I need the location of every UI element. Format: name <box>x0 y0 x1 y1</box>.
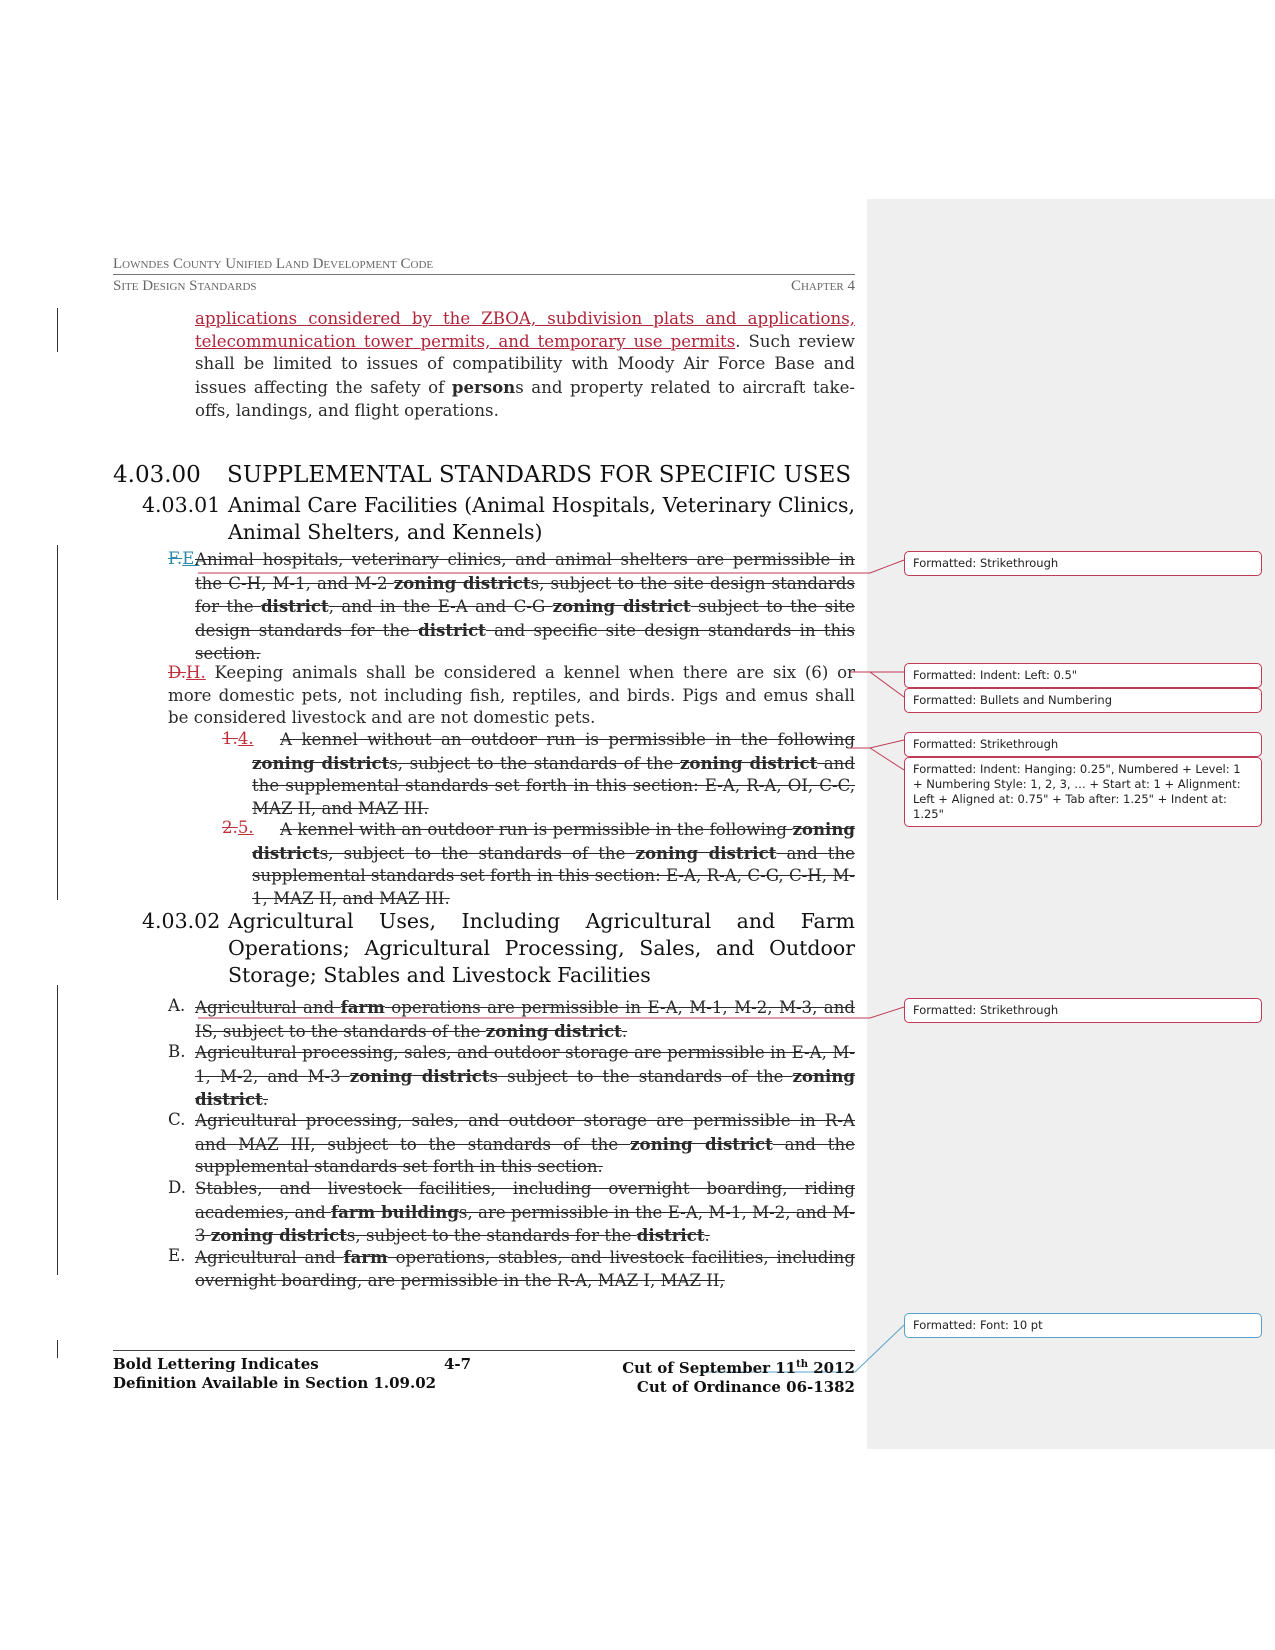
comment-balloon[interactable]: Formatted: Indent: Left: 0.5" <box>904 663 1262 688</box>
item-agricultural-processing: Agricultural processing, sales, and outdoor storage are permissible in E-A, M-1, M-2, and M-3 zoning districts subject to the standards of the zoning district. <box>195 1043 856 1110</box>
item-kennel-without-run: A kennel without an outdoor run is permissible in the following zoning districts, subject to the standards of the zoning district and the supplemental standards set forth in this section: E-A, R-A, OI, C-C, MAZ II, and MAZ III. <box>252 730 855 819</box>
comment-balloon[interactable]: Formatted: Strikethrough <box>904 998 1262 1023</box>
section-subtitle: Site Design Standards <box>113 278 257 294</box>
comment-balloon[interactable]: Formatted: Strikethrough <box>904 551 1262 576</box>
comment-balloon[interactable]: Formatted: Indent: Hanging: 0.25", Numbered + Level: 1 + Numbering Style: 1, 2, 3, … + Start at: 1 + Alignment: Left + Aligned at: 0.75" + Tab after: 1.25" + Indent at: 1.25" <box>904 757 1262 827</box>
subsection-number: 4.03.01 <box>142 493 221 517</box>
item-stables-livestock: Stables, and livestock facilities, including overnight boarding, riding academies, and farm buildings, are permissible in the E-A, M-1, M-2, and M-3 zoning districts, subject to the standards for the district. <box>195 1179 855 1246</box>
footer-left: Bold Lettering Indicates Definition Available in Section 1.09.02 <box>113 1355 437 1392</box>
chapter-label: Chapter 4 <box>790 278 855 294</box>
comment-balloon[interactable]: Formatted: Strikethrough <box>904 732 1262 757</box>
intro-paragraph: applications considered by the ZBOA, subdivision plats and applications, telecommunication tower permits, and temporary use permits. Such review shall be limited to issues of compatibility with Moody Air Force Base and issues affecting the safety of persons and property related to aircraft take-offs, landings, and flight operations. <box>195 309 855 420</box>
inserted-text: applications considered by the ZBOA, subdivision plats and applications, telecommunication tower permits, and temporary use permits <box>195 309 855 351</box>
item-label-F-E: F.E. <box>168 549 200 568</box>
item-kennel-definition: D.H. Keeping animals shall be considered a kennel when there are six (6) or more domestic pets, not including fish, reptiles, and birds. Pigs and emus shall be considered livestock and are not domestic pets. <box>168 663 855 728</box>
footer-rule <box>113 1350 855 1351</box>
item-label-A: A. <box>168 996 186 1015</box>
item-animal-hospitals: Animal hospitals, veterinary clinics, and animal shelters are permissible in the C-H, M-1, and M-2 zoning districts, subject to the site design standards for the district, and in the E-A and C-G zoning district subject to the site design standards for the district and specific site design standards in this section. <box>195 550 856 663</box>
comment-balloon[interactable]: Formatted: Font: 10 pt <box>904 1313 1262 1338</box>
subsection-title: Animal Care Facilities (Animal Hospitals, Veterinary Clinics, Animal Shelters, and Kennels) <box>228 493 855 544</box>
footer-right: Cut of September 11th 2012 Cut of Ordinance 06-1382 <box>622 1359 855 1396</box>
item-label-D: D. <box>168 1178 186 1197</box>
item-agricultural-farm-operations: Agricultural and farm operations, stables, and livestock facilities, including overnight boarding, are permissible in the R-A, MAZ I, MAZ II, <box>195 1247 855 1290</box>
item-label-E: E. <box>168 1246 186 1265</box>
comment-balloon[interactable]: Formatted: Bullets and Numbering <box>904 688 1262 713</box>
section-number: 4.03.00 <box>113 462 201 488</box>
item-agricultural-operations: Agricultural and farm operations are permissible in E-A, M-1, M-2, M-3, and IS, subject to the standards of the zoning district. <box>195 997 855 1041</box>
item-label-C: C. <box>168 1110 186 1129</box>
item-label-2-5: 2.5. <box>222 818 254 837</box>
document-title: Lowndes County Unified Land Development Code <box>113 256 434 272</box>
item-label-B: B. <box>168 1042 186 1061</box>
page-number: 4-7 <box>444 1355 472 1373</box>
defined-term: person <box>451 377 516 398</box>
item-agricultural-processing-ra: Agricultural processing, sales, and outdoor storage are permissible in R-A and MAZ III, subject to the standards of the zoning district and the supplemental standards set forth in this section. <box>195 1111 855 1177</box>
item-label-1-4: 1.4. <box>222 729 254 748</box>
subsection-number: 4.03.02 <box>142 909 221 933</box>
subsection-title: Agricultural Uses, Including Agricultural and Farm Operations; Agricultural Processing, Sales, and Outdoor Storage; Stables and Livestock Facilities <box>228 909 855 987</box>
section-title: SUPPLEMENTAL STANDARDS FOR SPECIFIC USES <box>227 462 852 488</box>
item-kennel-with-run: A kennel with an outdoor run is permissible in the following zoning districts, subject to the standards of the zoning district and the supplemental standards set forth in this section: E-A, R-A, C-G, C-H, M-1, MAZ II, and MAZ III. <box>252 819 855 909</box>
